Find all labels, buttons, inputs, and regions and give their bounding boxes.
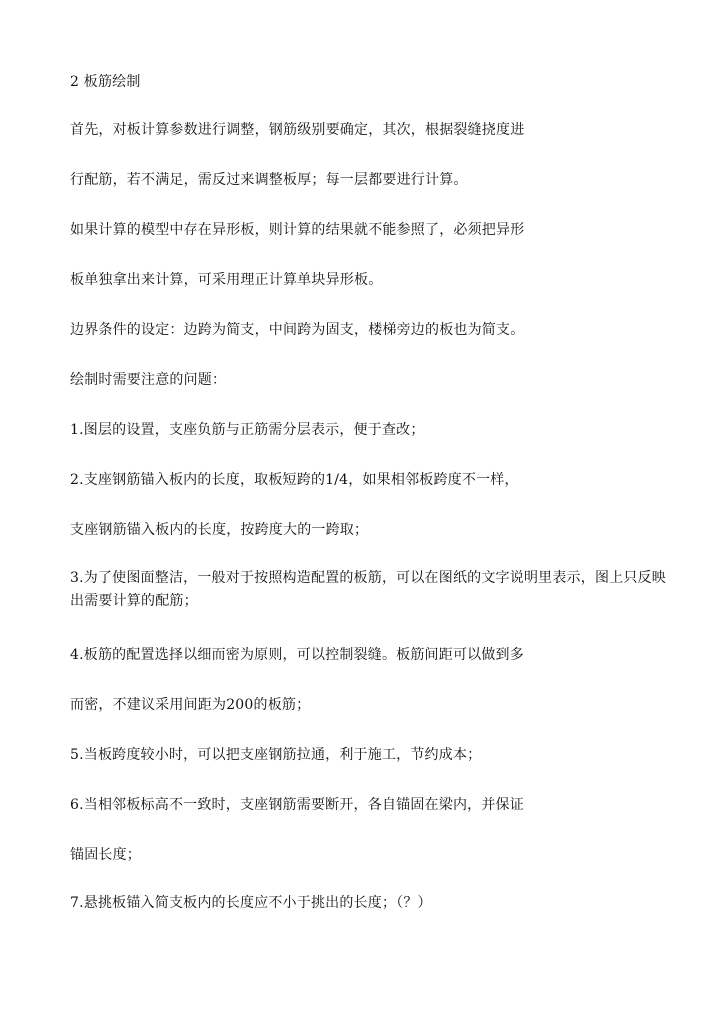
paragraph-line: 绘制时需要注意的问题： <box>70 372 227 388</box>
paragraph-line: 行配筋，若不满足，需反过来调整板厚；每一层都要进行计算。 <box>70 172 468 188</box>
list-item-continuation: 而密，不建议采用间距为200的板筋； <box>70 697 311 713</box>
list-item-continuation: 支座钢筋锚入板内的长度，按跨度大的一跨取； <box>70 522 369 538</box>
list-item: 6.当相邻板标高不一致时，支座钢筋需要断开，各自锚固在梁内，并保证 <box>70 797 524 813</box>
paragraph-line: 首先，对板计算参数进行调整，钢筋级别要确定，其次，根据裂缝挠度进 <box>70 122 525 138</box>
section-heading: 2 板筋绘制 <box>70 74 141 90</box>
list-item: 2.支座钢筋锚入板内的长度，取板短跨的1/4，如果相邻板跨度不一样， <box>70 472 519 488</box>
paragraph-line: 边界条件的设定：边跨为简支，中间跨为固支，楼梯旁边的板也为简支。 <box>70 322 525 338</box>
list-item: 3.为了使图面整洁，一般对于按照构造配置的板筋，可以在图纸的文字说明里表示，图上只反映出需要计算的配筋； <box>70 570 666 609</box>
list-item: 5.当板跨度较小时，可以把支座钢筋拉通，利于施工，节约成本； <box>70 747 482 763</box>
list-item: 1.图层的设置，支座负筋与正筋需分层表示，便于查改； <box>70 422 425 438</box>
list-item: 7.悬挑板锚入简支板内的长度应不小于挑出的长度；（？） <box>70 895 432 911</box>
list-item: 4.板筋的配置选择以细而密为原则，可以控制裂缝。板筋间距可以做到多 <box>70 647 524 663</box>
list-item-continuation: 锚固长度； <box>70 847 141 863</box>
paragraph-line: 如果计算的模型中存在异形板，则计算的结果就不能参照了，必须把异形 <box>70 222 525 238</box>
paragraph-line: 板单独拿出来计算，可采用理正计算单块异形板。 <box>70 272 383 288</box>
